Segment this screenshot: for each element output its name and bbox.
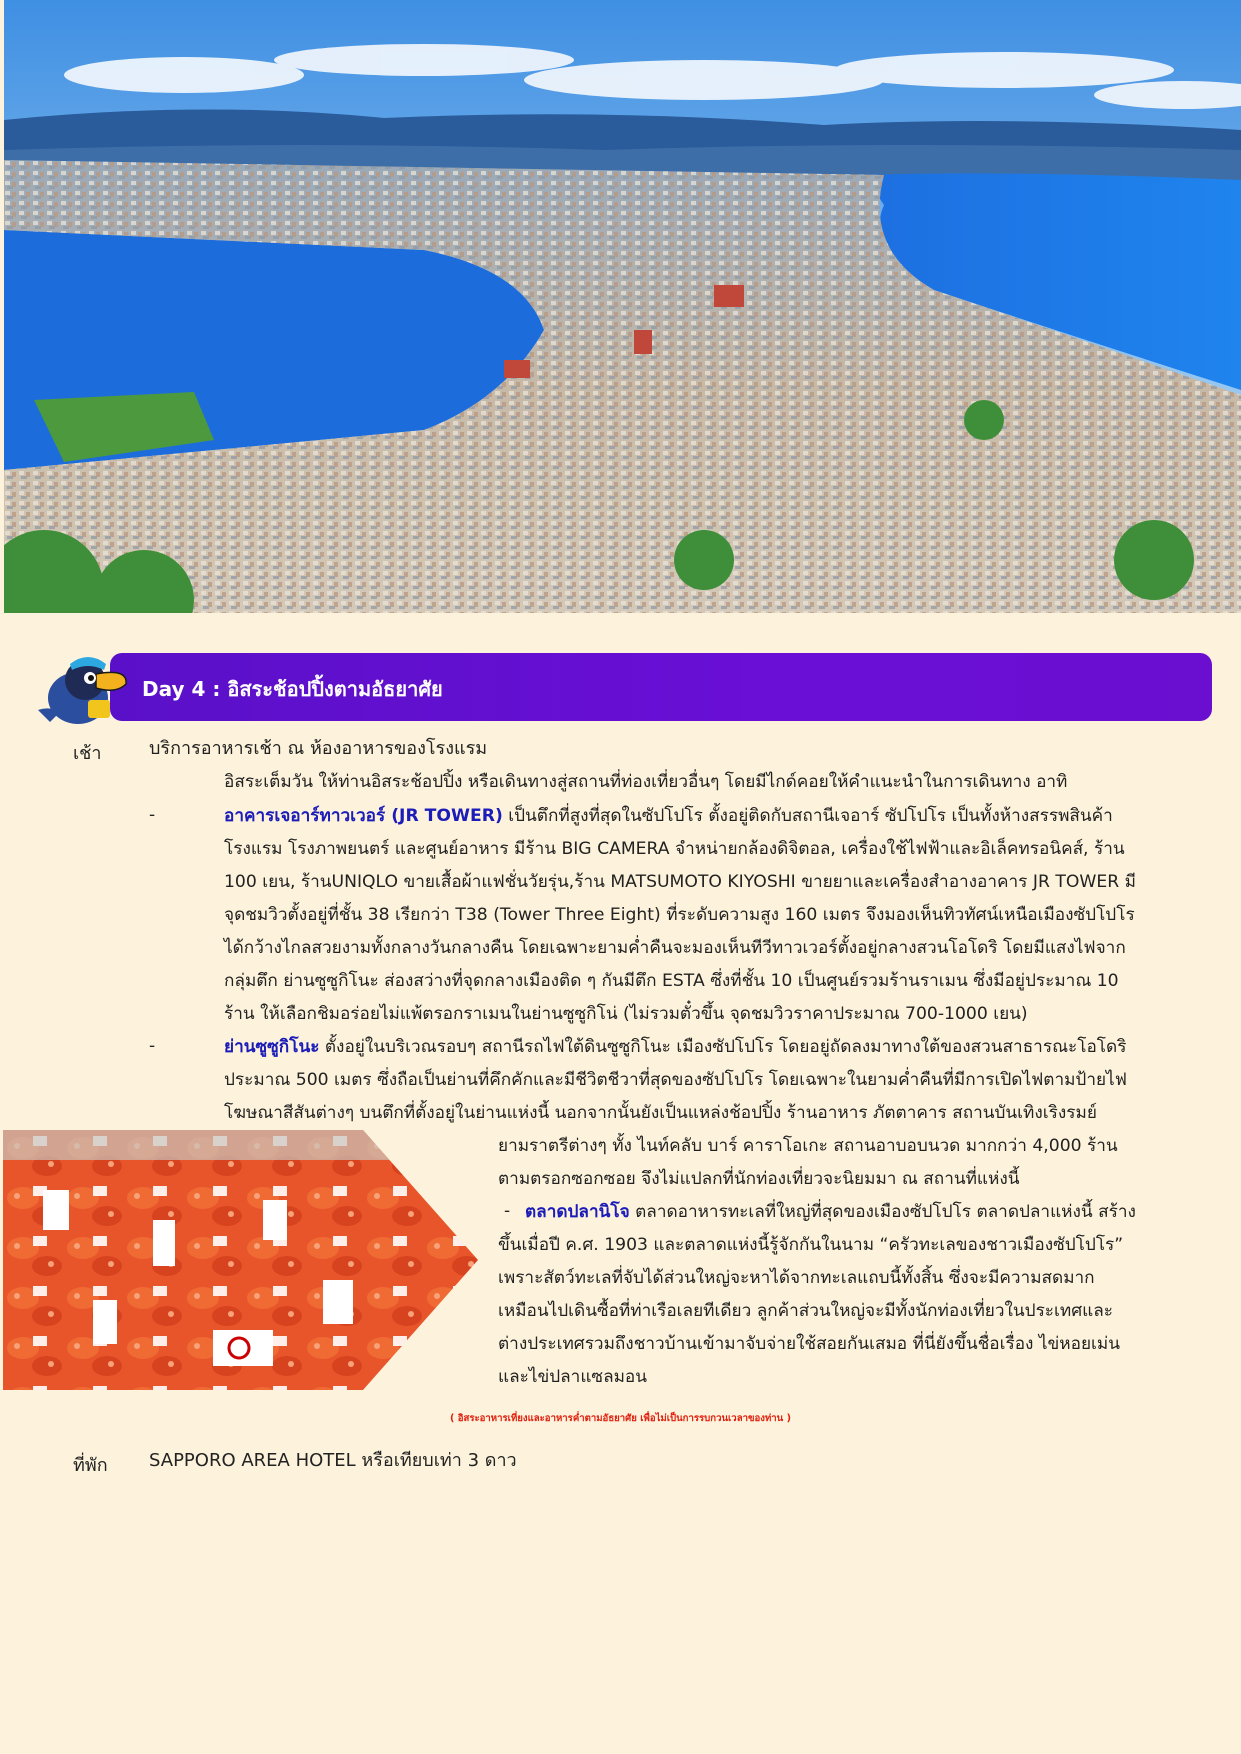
bullet-dash: -	[149, 805, 156, 825]
bullet-dash: -	[149, 1036, 156, 1056]
hotel-label: ที่พัก	[73, 1455, 108, 1476]
nijo-title: ตลาดปลานิโจ	[525, 1202, 630, 1222]
jr-tower-line	[224, 805, 1113, 827]
jr-tower-text: 100 เยน, ร้านUNIQLO ขายเสื้อผ้าแฟชั่นวัยรุ่น,ร้าน MATSUMOTO KIYOSHI ขายยาและเครื่องสำอางอาคาร JR TOWER มี	[224, 872, 1136, 892]
seafood-market-photo	[3, 1130, 478, 1390]
intro-text: อิสระเต็มวัน ให้ท่านอิสระช้อปปิ้ง หรือเดินทางสู่สถานที่ท่องเที่ยวอื่นๆ โดยมีไกด์คอยให้คำแนะนำในการเดินทาง อาทิ	[224, 772, 1068, 792]
susukino-line1: ตั้งอยู่ในบริเวณรอบๆ สถานีรถไฟใต้ดินซูซูกิโนะ เมืองซัปโปโร โดยอยู่ถัดลงมาทางใต้ของสวนสาธารณะโอโดริ	[319, 1037, 1127, 1057]
jr-tower-line1: เป็นตึกที่สูงที่สุดในซัปโปโร ตั้งอยู่ติดกับสถานีเจอาร์ ซัปโปโร เป็นทั้งห้างสรรพสินค้า	[502, 806, 1113, 826]
meal-note: ( อิสระอาหารเที่ยงและอาหารค่ำตามอัธยาศัย เพื่อไม่เป็นการรบกวนเวลาของท่าน )	[450, 1413, 791, 1424]
susukino-text: โฆษณาสีสันต่างๆ บนตึกที่ตั้งอยู่ในย่านแห่งนี้ นอกจากนั้นยังเป็นแหล่งช้อปปิ้ง ร้านอาหาร ภัตตาคาร สถานบันเทิงเริงรมย์	[224, 1103, 1097, 1123]
nijo-line1: ตลาดอาหารทะเลที่ใหญ่ที่สุดของเมืองซัปโปโร ตลาดปลาแห่งนี้ สร้าง	[629, 1202, 1136, 1222]
jr-tower-title: อาคารเจอาร์ทาวเวอร์ (JR TOWER)	[224, 806, 503, 826]
nijo-text: และไข่ปลาแซลมอน	[498, 1367, 648, 1387]
bullet-dash: -	[504, 1201, 511, 1221]
hero-city-photo	[4, 0, 1241, 613]
toucan-mascot-icon	[30, 650, 130, 734]
susukino-text: ยามราตรีต่างๆ ทั้ง ไนท์คลับ บาร์ คาราโอเกะ สถานอาบอบนวด มากกว่า 4,000 ร้าน	[498, 1136, 1118, 1156]
nijo-text: ต่างประเทศรวมถึงชาวบ้านเข้ามาจับจ่ายใช้สอยกันเสมอ ที่นี่ยังขึ้นชื่อเรื่อง ไข่หอยเม่น	[498, 1334, 1120, 1354]
hotel-text: SAPPORO AREA HOTEL หรือเทียบเท่า 3 ดาว	[149, 1450, 517, 1471]
jr-tower-text: โรงแรม โรงภาพยนตร์ และศูนย์อาหาร มีร้าน BIG CAMERA จำหน่ายกล้องดิจิตอล, เครื่องใช้ไฟฟ้าและอิเล็คทรอนิคส์, ร้าน	[224, 839, 1125, 859]
nijo-text: เพราะสัตว์ทะเลที่จับได้ส่วนใหญ่จะหาได้จากทะเลแถบนี้ทั้งสิ้น ซึ่งจะมีความสดมาก	[498, 1268, 1095, 1288]
day-title: Day 4 : อิสระช้อปปิ้งตามอัธยาศัย	[142, 677, 443, 701]
breakfast-label: เช้า	[73, 743, 102, 764]
susukino-text: ประมาณ 500 เมตร ซึ่งถือเป็นย่านที่คึกคักและมีชีวิตชีวาที่สุดของซัปโปโร โดยเฉพาะในยามค่ำคืนที่มีการเปิดไฟตามป้ายไฟ	[224, 1070, 1127, 1090]
susukino-text: ตามตรอกซอกซอย จึงไม่แปลกที่นักท่องเที่ยวจะนิยมมา ณ สถานที่แห่งนี้	[498, 1169, 1020, 1189]
susukino-title: ย่านซูซูกิโนะ	[224, 1037, 320, 1057]
jr-tower-text: กลุ่มตึก ย่านซูซูกิโนะ ส่องสว่างที่จุดกลางเมืองติด ๆ กันมีตึก ESTA ซึ่งที่ชั้น 10 เป็นศูนย์รวมร้านราเมน ซึ่งมีอยู่ประมาณ 10	[224, 971, 1119, 991]
nijo-line	[525, 1201, 1136, 1223]
nijo-text: เหมือนไปเดินซื้อที่ท่าเรือเลยทีเดียว ลูกค้าส่วนใหญ่จะมีทั้งนักท่องเที่ยวในประเทศและ	[498, 1301, 1113, 1321]
susukino-line	[224, 1036, 1126, 1058]
nijo-text: ขึ้นเมื่อปี ค.ศ. 1903 และตลาดแห่งนี้รู้จักกันในนาม “ครัวทะเลของชาวเมืองซัปโปโร”	[498, 1235, 1124, 1255]
breakfast-text: บริการอาหารเช้า ณ ห้องอาหารของโรงแรม	[149, 738, 488, 759]
jr-tower-text: ได้กว้างไกลสวยงามทั้งกลางวันกลางคืน โดยเฉพาะยามค่ำคืนจะมองเห็นทีวีทาวเวอร์ตั้งอยู่กลางสวนโอโดริ โดยมีแสงไฟจาก	[224, 938, 1126, 958]
jr-tower-text: จุดชมวิวตั้งอยู่ที่ชั้น 38 เรียกว่า T38 (Tower Three Eight) ที่ระดับความสูง 160 เมตร จึงมองเห็นทิวทัศน์เหนือเมืองซัปโปโร	[224, 905, 1135, 925]
jr-tower-text: ร้าน ให้เลือกชิมอร่อยไม่แพ้ตรอกราเมนในย่านซูซูกิโน่ (ไม่รวมตั๋วขึ้น จุดชมวิวราคาประมาณ 700-1000 เยน)	[224, 1004, 1028, 1024]
